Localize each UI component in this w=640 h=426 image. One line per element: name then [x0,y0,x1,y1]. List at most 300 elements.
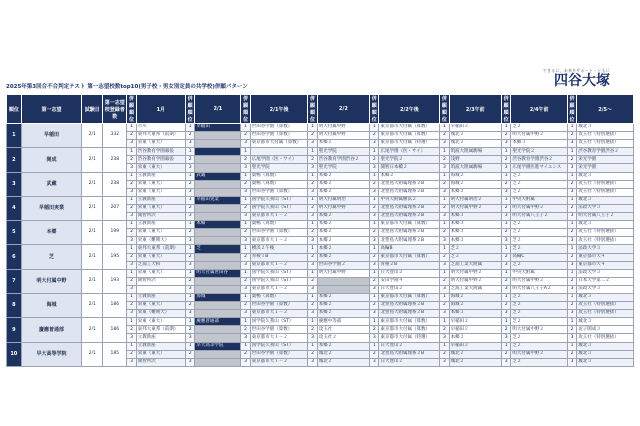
school-choice-cell: 北豊島大附属理系２B [379,188,440,196]
rank-number-cell: 1 [440,221,449,229]
rank-number-cell: 1 [370,196,379,204]
school-choice-cell [195,204,241,212]
rank-number-cell: 1 [308,245,317,253]
school-choice-cell [195,277,241,285]
school-choice-cell: 栄光学園 [577,156,634,164]
header-cell: 第一志望 [21,95,82,124]
school-choice-cell: 本郷３ [449,188,501,196]
rank-number-cell: 2 [440,180,449,188]
school-choice-cell: 立教新座 [136,342,185,350]
rank-number-cell: 1 [127,172,136,180]
rank-number-cell: 1 [308,221,317,229]
registrant-count-cell: 332 [103,124,127,148]
rank-number-cell: 3 [308,140,317,148]
school-choice-cell: 攻玉社（特別選抜） [577,132,634,140]
rank-number-cell: 2 [241,204,250,212]
school-choice-cell: 芝２ [449,245,501,253]
rank-number-cell: 1 [308,342,317,350]
school-choice-cell: 開智所沢 [136,358,185,366]
rank-number-cell: 3 [308,188,317,196]
rank-number-cell: 3 [127,164,136,172]
rank-number-cell: 1 [501,196,510,204]
school-choice-cell: 栄東（東大） [136,204,185,212]
school-choice-cell: 城北３ [577,124,634,132]
rank-number-cell: 1 [370,342,379,350]
school-choice-cell: 本郷３ [449,237,501,245]
rank-number-cell: 1 [185,342,194,350]
rank-number-cell: 3 [308,213,317,221]
school-choice-cell: 城北３ [577,350,634,358]
school-choice-cell: 海城２ [449,293,501,301]
rank-number-cell: 3 [241,237,250,245]
school-choice-cell: 本郷３ [449,334,501,342]
school-choice-cell: 本郷２ [317,140,369,148]
rank-number-cell: 2 [308,229,317,237]
school-choice-cell: 本郷２ [317,213,369,221]
rank-number-cell: 1 [501,269,510,277]
school-choice-cell [195,350,241,358]
registrant-count-cell: 195 [103,245,127,269]
rank-number-cell: 2 [440,132,449,140]
rank-number-cell: 1 [185,221,194,229]
school-choice-cell: 本郷２ [379,172,440,180]
school-choice-cell: 明大付属中野２ [449,277,501,285]
rank-number-cell: 1 [127,148,136,156]
school-choice-cell: 本郷２ [317,172,369,180]
school-choice-cell: 芝２ [511,293,568,301]
school-choice-cell: 巣鴨（算数） [250,180,308,188]
school-choice-cell: 攻玉社（特別選抜） [577,334,634,342]
rank-number-cell: 1 [440,172,449,180]
school-choice-cell: 聖光学院 [250,164,308,172]
school-cell: 本郷 [21,221,82,245]
rank-number-cell: 3 [501,164,510,172]
school-choice-cell: 北豊島大附属理系２B [379,310,440,318]
school-choice-cell: 本郷 [195,221,241,229]
rank-number-cell: 2 [308,302,317,310]
rank-number-cell: 3 [370,261,379,269]
rank-number-cell: 1 [567,293,576,301]
school-choice-cell: 栄東（東大） [136,229,185,237]
school-choice-cell: 芝２ [511,310,568,318]
rank-number-cell: 1 [308,269,317,277]
rank-number-cell: 3 [308,310,317,318]
rank-number-cell: 2 [370,180,379,188]
school-choice-cell: 早稲田実業 [195,196,241,204]
rank-number-cell: 2 [501,326,510,334]
rank-number-cell: 3 [241,310,250,318]
school-choice-cell [195,253,241,261]
school-choice-cell: 東京都市大４ [577,261,634,269]
school-choice-cell: 海城２ [449,172,501,180]
school-choice-cell: 東邦大東邦（前期） [136,245,185,253]
rank-number-cell: 2 [567,350,576,358]
exam-date-cell: 2/1 [82,245,103,269]
rank-number-cell: 3 [308,237,317,245]
rank-number-cell: 2 [567,277,576,285]
school-choice-cell: 東京都市大付属（算数） [379,318,440,326]
school-choice-cell: 芝２ [511,221,568,229]
school-choice-cell: 芝２ [511,188,568,196]
school-choice-cell [136,285,185,293]
rank-number-cell: 3 [440,164,449,172]
school-choice-cell: 広尾学園医進サイエンス [511,164,568,172]
rank-number-cell: 1 [370,245,379,253]
rank-number-cell: 2 [308,253,317,261]
rank-number-cell: 2 [308,204,317,212]
school-choice-cell: 芝２ [511,318,568,326]
school-choice-cell: 東京都市大付属（算数） [379,221,440,229]
school-choice-cell: 明大付属中野２ [511,132,568,140]
school-choice-cell: 芝２ [511,261,568,269]
school-choice-cell: 攻玉社（特別選抜） [577,237,634,245]
table-row [7,342,634,350]
rank-number-cell: 2 [185,180,194,188]
school-choice-cell: 北豊島大附属理系２B [379,302,440,310]
school-choice-cell: 本郷２ [317,180,369,188]
rank-number-cell: 2 [185,229,194,237]
school-choice-cell: 城北３ [577,196,634,204]
rank-cell: 2 [7,148,22,172]
rank-number-cell: 3 [127,285,136,293]
rank-number-cell: 2 [567,229,576,237]
rank-cell: 9 [7,318,22,342]
rank-cell: 4 [7,196,22,220]
school-choice-cell [195,334,241,342]
school-choice-cell: 栄東（東大） [136,302,185,310]
school-cell: 開成 [21,148,82,172]
rank-number-cell: 2 [127,253,136,261]
rank-number-cell: 2 [241,253,250,261]
rank-number-cell: 2 [241,326,250,334]
school-choice-cell: 本郷２ [317,229,369,237]
rank-number-cell: 2 [241,156,250,164]
school-choice-cell: 明大付属中野２ [511,326,568,334]
school-choice-cell [195,358,241,366]
school-cell: 芝 [21,245,82,269]
rank-number-cell: 3 [127,334,136,342]
rank-number-cell: 1 [185,318,194,326]
rank-number-cell: 2 [567,180,576,188]
school-choice-cell: 国学院久我山（ST） [250,204,308,212]
rank-number-cell: 3 [440,285,449,293]
rank-number-cell: 2 [127,229,136,237]
page-title: 2025年第3回合不合判定テスト 第一志望校数top10(男子校・男女別定員の共学校)併願パターン [6,84,248,90]
school-choice-cell: 芝２ [511,237,568,245]
exam-date-cell: 2/1 [82,293,103,317]
school-choice-cell: 明大付属中野２ [511,350,568,358]
school-choice-cell: 城北２ [317,358,369,366]
rank-number-cell: 1 [567,148,576,156]
school-choice-cell: 城北３ [577,172,634,180]
rank-number-cell: 3 [501,237,510,245]
rank-number-cell: 3 [440,140,449,148]
exam-date-cell: 2/1 [82,148,103,172]
rank-number-cell: 3 [308,261,317,269]
school-choice-cell: 法政大学３ [577,269,634,277]
rank-number-cell: 3 [127,237,136,245]
school-choice-cell [195,132,241,140]
rank-number-cell: 3 [241,140,250,148]
rank-number-cell: 3 [567,237,576,245]
school-choice-cell: 渋谷教育学園渋谷２ [511,156,568,164]
school-choice-cell: 東京都市大付属（算数） [379,253,440,261]
rank-number-cell: 3 [185,237,194,245]
school-choice-cell: 世田谷学園２ [317,261,369,269]
rank-number-cell: 2 [440,277,449,285]
rank-number-cell: 3 [567,188,576,196]
school-choice-cell: 海城２ [449,180,501,188]
school-choice-cell: 芝 [195,245,241,253]
school-choice-cell: 東京都市大１－２ [250,285,308,293]
rank-number-cell: 2 [241,229,250,237]
header-cell: 併願順位 [567,95,576,124]
rank-cell: 3 [7,172,22,196]
rank-cell: 5 [7,221,22,245]
rank-number-cell: 3 [308,164,317,172]
school-choice-cell: 城北２ [449,132,501,140]
rank-number-cell: 1 [370,221,379,229]
rank-number-cell: 3 [370,285,379,293]
rank-number-cell: 3 [241,358,250,366]
school-choice-cell: 北豊島大附属理系２B [379,237,440,245]
school-choice-cell: 攻玉社（特別選抜） [577,302,634,310]
header-cell: 2/1午後 [250,95,308,124]
school-choice-cell: 本郷２ [317,237,369,245]
rank-number-cell: 2 [440,350,449,358]
school-choice-cell: 武蔵 [195,172,241,180]
rank-number-cell: 1 [185,293,194,301]
rank-number-cell: 2 [501,156,510,164]
rank-number-cell: 2 [370,253,379,261]
school-choice-cell: 明大付属中野２ [511,204,568,212]
school-choice-cell: 本郷２ [317,245,369,253]
rank-number-cell: 2 [440,302,449,310]
school-choice-cell: 栄東（東大） [136,269,185,277]
school-choice-cell: 栄東（難関大） [136,237,185,245]
exam-date-cell: 2/1 [82,124,103,148]
header-cell: 併願順位 [241,95,250,124]
rank-number-cell: 2 [241,132,250,140]
rank-number-cell: 2 [127,350,136,358]
rank-number-cell: 2 [501,132,510,140]
school-choice-cell: 芝２ [511,302,568,310]
rank-number-cell: 1 [440,148,449,156]
rank-number-cell: 2 [567,253,576,261]
school-choice-cell: 栄東（東大） [136,188,185,196]
school-choice-cell: 明大付属明治 [317,196,369,204]
school-choice-cell [250,148,308,156]
school-choice-cell: 東京都市大１－２ [250,334,308,342]
school-choice-cell: 逗子開成３ [577,326,634,334]
school-choice-cell [195,188,241,196]
rank-number-cell: 1 [567,172,576,180]
school-choice-cell: 攻玉社（特別選抜） [577,140,634,148]
rank-number-cell: 2 [241,277,250,285]
school-choice-cell: 早稲田２ [449,124,501,132]
rank-number-cell: 2 [308,156,317,164]
school-choice-cell: 立教新座 [136,221,185,229]
school-choice-cell: 法政大学３ [577,245,634,253]
rank-number-cell: 3 [501,213,510,221]
school-choice-cell: 芝２ [511,245,568,253]
rank-number-cell: 1 [567,318,576,326]
rank-number-cell: 1 [127,196,136,204]
school-choice-cell: 青稜１B [250,253,308,261]
header-cell: 2/3午前 [449,95,501,124]
rank-number-cell: 3 [501,334,510,342]
rank-number-cell: 1 [127,293,136,301]
school-choice-cell: 渋谷教育学園幕張 [136,156,185,164]
school-choice-cell [195,229,241,237]
rank-number-cell: 2 [501,180,510,188]
school-choice-cell: 法政大学３ [577,204,634,212]
school-choice-cell: 東京都市大１－２ [250,261,308,269]
school-choice-cell: 栄東（東大） [136,318,185,326]
school-choice-cell: 国学院久我山（ST） [250,269,308,277]
rank-number-cell: 1 [241,293,250,301]
school-choice-cell: 聖光学院 [317,148,369,156]
school-choice-cell: 筑波大附属駒場 [449,148,501,156]
logo [543,68,610,89]
school-choice-cell: 東京都市大付属（特選） [379,140,440,148]
rank-number-cell: 2 [127,180,136,188]
rank-number-cell: 1 [370,124,379,132]
rank-number-cell: 2 [185,350,194,358]
school-choice-cell: 本郷３ [449,229,501,237]
school-choice-cell: 明大付属中野 [317,132,369,140]
registrant-count-cell: 238 [103,172,127,196]
rank-number-cell: 3 [370,188,379,196]
school-choice-cell: 栄東（東大） [136,253,185,261]
rank-number-cell: 3 [440,237,449,245]
rank-number-cell: 3 [567,334,576,342]
school-choice-cell: 攻玉社 [317,326,369,334]
rank-number-cell: 1 [241,196,250,204]
school-choice-cell: 攻玉社（特別選抜） [577,310,634,318]
rank-number-cell: 2 [370,350,379,358]
rank-number-cell: 1 [308,293,317,301]
exam-date-cell: 2/1 [82,196,103,220]
registrant-count-cell: 186 [103,293,127,317]
school-choice-cell: 中央大附属 [511,269,568,277]
school-choice-cell: 立教新座 [136,293,185,301]
school-choice-cell: 日大豊山２ [379,342,440,350]
school-choice-cell: 筑波大附属駒場 [449,164,501,172]
rank-number-cell: 3 [567,140,576,148]
header-cell: 順位 [7,95,22,124]
header-cell: 2/1 [195,95,241,124]
rank-number-cell: 2 [127,156,136,164]
school-choice-cell [195,156,241,164]
registrant-count-cell: 186 [103,318,127,342]
rank-number-cell: 1 [567,221,576,229]
rank-number-cell: 1 [370,148,379,156]
school-choice-cell: 本郷２ [317,293,369,301]
rank-number-cell: 3 [185,188,194,196]
rank-number-cell: 2 [567,156,576,164]
school-choice-cell [195,310,241,318]
school-choice-cell: 北豊島大附属理系２B [379,204,440,212]
rank-number-cell: 2 [127,204,136,212]
school-choice-cell: 日本大学第二２ [577,277,634,285]
school-choice-cell [195,237,241,245]
header-cell: 2/2午後 [379,95,440,124]
school-choice-cell: 芝浦工業大附属 [449,261,501,269]
rank-number-cell: 2 [370,204,379,212]
school-choice-cell: 東邦大東邦（前期） [136,326,185,334]
rank-number-cell: 2 [440,204,449,212]
school-choice-cell: 巣鴨（算数） [250,293,308,301]
exam-date-cell: 2/1 [82,342,103,366]
school-choice-cell: 栄光学園 [577,164,634,172]
school-choice-cell: 栄東（東大） [136,164,185,172]
rank-number-cell: 2 [501,229,510,237]
rank-number-cell: 3 [370,140,379,148]
rank-number-cell: 1 [370,172,379,180]
rank-number-cell: 1 [241,172,250,180]
rank-number-cell: 3 [127,140,136,148]
rank-number-cell: 3 [185,261,194,269]
rank-number-cell: 2 [501,302,510,310]
rank-number-cell: 1 [501,124,510,132]
school-choice-cell: 立教新座 [136,196,185,204]
rank-number-cell: 2 [440,156,449,164]
registrant-count-cell: 185 [103,342,127,366]
header-cell: 第一志望校登録者数 [103,95,127,124]
school-cell: 海城 [21,293,82,317]
registrant-count-cell: 193 [103,269,127,293]
school-choice-cell: 巣鴨（算数） [250,221,308,229]
school-choice-cell: 芝２ [511,124,568,132]
rank-number-cell: 2 [440,229,449,237]
rank-number-cell: 1 [440,269,449,277]
rank-number-cell: 1 [440,342,449,350]
rank-number-cell: 3 [185,164,194,172]
school-choice-cell: 世田谷学園（算数） [250,350,308,358]
school-choice-cell: 東京都市大付属（算数） [379,124,440,132]
school-choice-cell: 本郷２ [317,188,369,196]
school-choice-cell: 横浜２午後 [250,245,308,253]
rank-number-cell: 2 [241,180,250,188]
rank-number-cell: 1 [308,124,317,132]
school-choice-cell: 立教新座 [136,172,185,180]
rank-number-cell: 2 [127,277,136,285]
school-cell: 武蔵 [21,172,82,196]
school-choice-cell [195,261,241,269]
school-choice-cell: 本郷３ [449,221,501,229]
rank-number-cell: 3 [501,285,510,293]
header-row [7,95,634,124]
rank-cell: 10 [7,342,22,366]
school-choice-cell [195,148,241,156]
rank-number-cell: 1 [440,245,449,253]
exam-date-cell: 2/1 [82,318,103,342]
rank-number-cell: 3 [241,261,250,269]
school-choice-cell: 高輪C [511,253,568,261]
rank-cell: 7 [7,269,22,293]
rank-number-cell: 2 [308,326,317,334]
registrant-count-cell: 207 [103,196,127,220]
school-choice-cell: 栄東（難関大） [136,310,185,318]
school-choice-cell: 世田谷学園（算数） [250,326,308,334]
school-cell: 早稲田 [21,124,82,148]
rank-number-cell: 1 [241,245,250,253]
rank-number-cell: 2 [241,350,250,358]
school-choice-cell: 中央大附属 [511,196,568,204]
rank-number-cell: 3 [440,261,449,269]
school-choice-cell: 青稜２B [379,261,440,269]
